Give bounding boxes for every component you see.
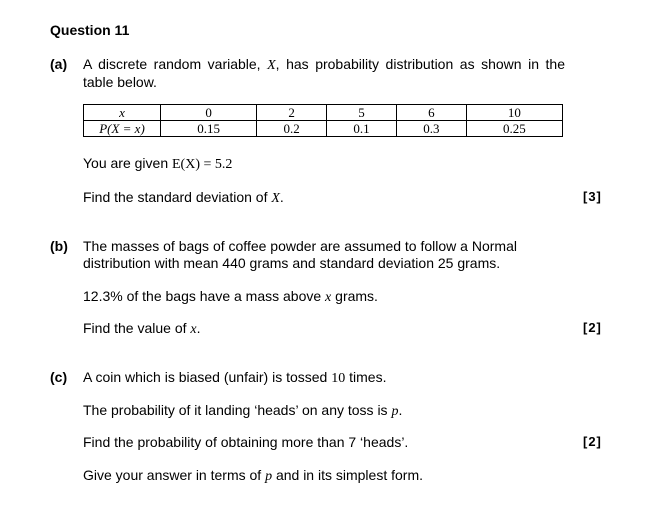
table-cell: 0.1 [327, 121, 397, 137]
table-row-x [84, 105, 563, 121]
part-a-label: (a) [50, 56, 68, 72]
question-title: Question 11 [50, 22, 130, 38]
part-a-marks: [3] [583, 189, 602, 204]
table-cell: 5 [327, 105, 397, 121]
part-c-line2: The probability of it landing ‘heads’ on any toss is p. [83, 402, 403, 419]
table-cell: 10 [466, 105, 562, 121]
part-c-line4: Give your answer in terms of p and in its simplest form. [83, 467, 423, 484]
part-c-line1: A coin which is biased (unfair) is tossed 10 times. [83, 369, 387, 386]
table-header-p: P(X = x) [84, 121, 161, 137]
table-cell: 2 [257, 105, 327, 121]
part-b-line2: distribution with mean 440 grams and standard deviation 25 grams. [83, 255, 501, 271]
part-a-intro: A discrete random variable, X, has probability distribution as shown in the table below. [83, 56, 565, 90]
part-b-label: (b) [50, 238, 68, 254]
table-cell: 0.25 [466, 121, 562, 137]
table-cell: 6 [396, 105, 466, 121]
table-cell: 0.2 [257, 121, 327, 137]
table-cell: 0.15 [161, 121, 257, 137]
part-c-marks: [2] [583, 434, 602, 449]
part-a-find: Find the standard deviation of X. [83, 189, 284, 206]
table-header-x: x [84, 105, 161, 121]
table-cell: 0.3 [396, 121, 466, 137]
part-c-line3: Find the probability of obtaining more than 7 ‘heads’. [83, 434, 409, 450]
table-row-p [84, 121, 563, 137]
part-b-marks: [2] [583, 320, 602, 335]
part-a-given: You are given E(X) = 5.2 [83, 155, 233, 172]
part-c-label: (c) [50, 369, 68, 385]
part-b-line1: The masses of bags of coffee powder are assumed to follow a Normal [83, 238, 517, 254]
expectation-expr: E(X) = 5.2 [172, 157, 233, 172]
part-b-find: Find the value of x. [83, 320, 201, 337]
probability-table [83, 104, 563, 137]
part-b-stat: 12.3% of the bags have a mass above x grams. [83, 288, 378, 305]
var-x: X [267, 58, 276, 73]
table-cell: 0 [161, 105, 257, 121]
